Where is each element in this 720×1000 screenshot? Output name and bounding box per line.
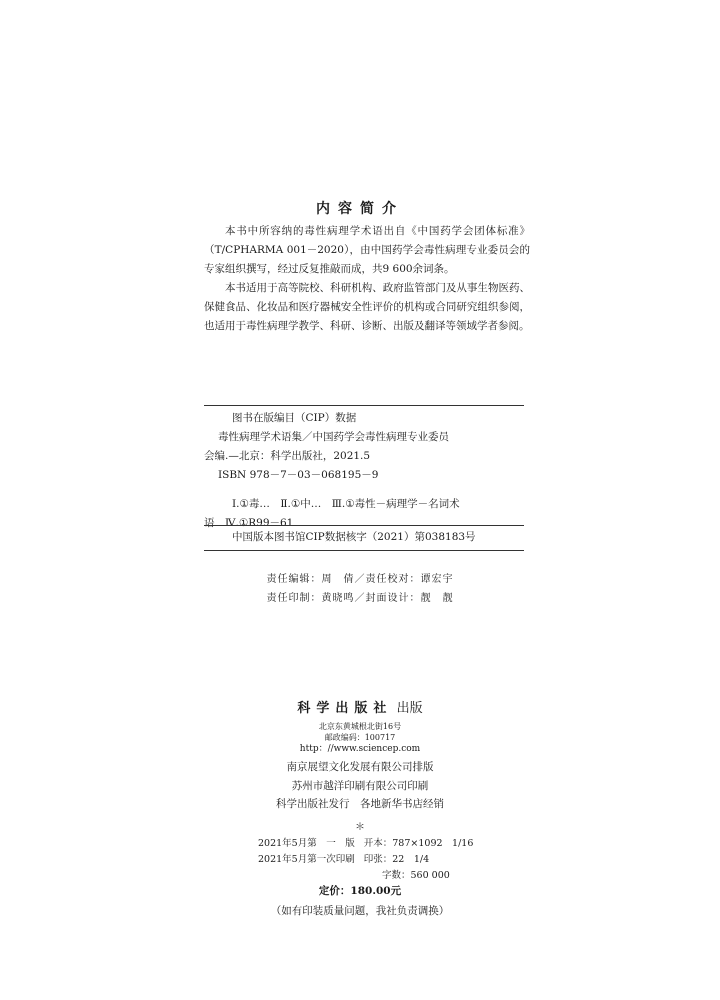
spec-edition: 2021年5月第 一 版 — [258, 838, 355, 849]
intro-title: 内容简介 — [316, 201, 404, 217]
credits-production: 责任印制：黄晓鸣／封面设计：靓 靓 — [266, 593, 454, 604]
publisher-action: 出版 — [396, 701, 423, 716]
cip-bottom-rule — [204, 550, 524, 551]
spec-sheets: 印张：22 1/4 — [363, 854, 430, 865]
intro-paragraph-1-text: 本书中所容纳的毒性病理学术语出自《中国药学会团体标准》（T/CPHARMA 001－2020），由中国药学会毒性病理专业委员会的专家组织撰写，经过反复推敲而成，共9 600余词条。 — [204, 225, 530, 275]
spec-row-1 — [258, 836, 473, 852]
publisher-website: http：//www.sciencep.com — [299, 744, 421, 754]
cip-record-block — [204, 528, 524, 547]
typesetter: 南京展望文化发展有限公司排版 — [286, 761, 434, 773]
spec-format: 开本：787×1092 1/16 — [363, 838, 474, 849]
price: 定价：180.00元 — [318, 885, 402, 897]
publisher-line — [0, 697, 720, 716]
cip-classification-line-1: Ⅰ.①毒… Ⅱ.①中… Ⅲ.①毒性－病理学－名词术 — [232, 498, 460, 510]
intro-paragraph-1 — [204, 222, 530, 279]
credits-editors: 责任编辑：周 倩／责任校对：谭宏宇 — [266, 574, 454, 585]
separator-star: ＊ — [355, 822, 365, 833]
intro-paragraph-2-text: 本书适用于高等院校、科研机构、政府监管部门及从事生物医药、保健食品、化妆品和医疗器械安全性评价的机构或合同研究组织参阅，也适用于毒性病理学教学、科研、诊断、出版及翻译等领域学者参阅。 — [204, 282, 530, 332]
publisher-address: 北京东黄城根北街16号 — [318, 722, 402, 731]
cip-record: 中国版本图书馆CIP数据核字（2021）第038183号 — [232, 531, 476, 543]
cip-heading: 图书在版编目（CIP）数据 — [232, 412, 357, 424]
spec-words: 字数：560 000 — [382, 870, 450, 881]
cip-classification-line-2: 语 Ⅳ.①R99－61 — [204, 517, 294, 529]
cip-block — [204, 409, 524, 533]
publisher-postcode: 邮政编码：100717 — [324, 733, 396, 742]
spec-printing: 2021年5月第一次印刷 — [258, 854, 355, 865]
publisher-name: 科学出版社 — [297, 701, 393, 716]
cip-publisher-line: 会编.—北京：科学出版社，2021.5 — [204, 450, 371, 462]
distributor: 科学出版社发行 各地新华书店经销 — [276, 798, 444, 810]
cip-top-rule — [204, 405, 524, 406]
cip-isbn: ISBN 978－7－03－068195－9 — [218, 469, 379, 481]
cip-title-line: 毒性病理学术语集／中国药学会毒性病理专业委员 — [218, 431, 449, 443]
credits — [0, 570, 720, 608]
cip-mid-rule — [204, 525, 524, 526]
quality-notice: （如有印装质量问题，我社负责调换） — [270, 905, 450, 917]
spec-row-2 — [258, 852, 429, 868]
printer: 苏州市越洋印刷有限公司印刷 — [291, 780, 429, 792]
intro-paragraph-2 — [204, 279, 530, 336]
